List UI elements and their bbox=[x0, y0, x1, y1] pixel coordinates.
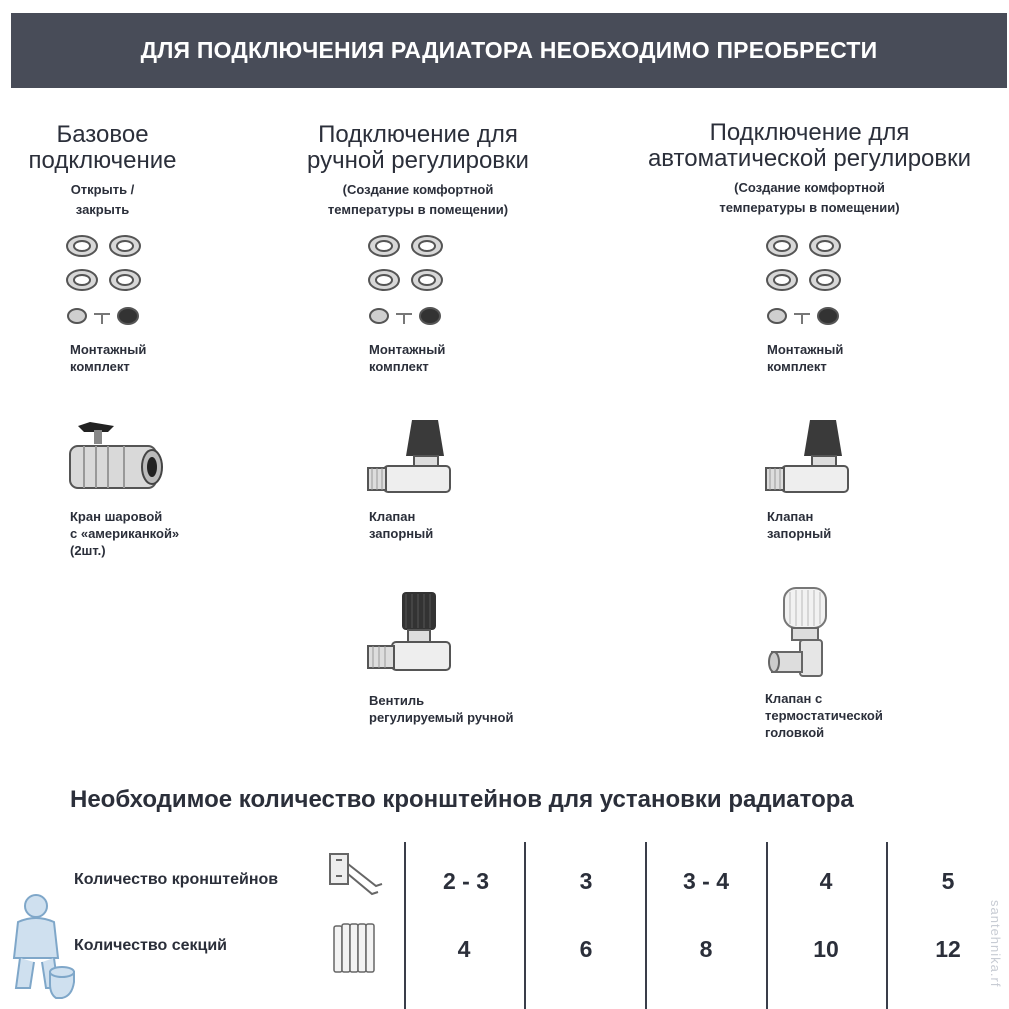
column-auto-subtitle-line2: температуры в помещении) bbox=[719, 200, 900, 215]
item-label-line: (2шт.) bbox=[70, 543, 106, 558]
item-label-line: Монтажный bbox=[70, 342, 147, 357]
item-label-line: Клапан bbox=[369, 509, 416, 524]
column-manual-title bbox=[268, 122, 568, 174]
column-divider bbox=[404, 842, 406, 1009]
sections-value-cell: 6 bbox=[579, 936, 593, 962]
item-label bbox=[70, 341, 146, 375]
column-basic-title-line1: Базовое bbox=[56, 121, 149, 148]
brackets-count-label: Количество кронштейнов bbox=[74, 871, 279, 888]
column-manual-subtitle-line1: (Создание комфортной bbox=[342, 182, 494, 197]
brackets-section-title: Необходимое количество кронштейнов для установки радиатора bbox=[70, 786, 854, 813]
item-label-line: головкой bbox=[765, 725, 825, 740]
ball-valve-icon bbox=[64, 418, 166, 503]
brackets-value-cell: 4 bbox=[819, 868, 833, 894]
sections-value-cell: 12 bbox=[935, 936, 961, 962]
column-basic-subtitle bbox=[0, 180, 205, 220]
sections-count-label: Количество секций bbox=[74, 937, 228, 954]
item-label bbox=[70, 508, 179, 559]
item-label bbox=[369, 508, 433, 542]
brackets-value-cell: 3 - 4 bbox=[682, 868, 730, 894]
item-label-line: термостатической bbox=[765, 708, 883, 723]
column-divider bbox=[524, 842, 526, 1009]
item-label-line: запорный bbox=[767, 526, 832, 541]
mounting-kit-icon bbox=[762, 234, 852, 329]
item-label bbox=[767, 341, 843, 375]
column-basic-subtitle-line2: закрыть bbox=[75, 202, 130, 217]
header-banner bbox=[11, 13, 1007, 88]
column-manual-title-line2: ручной регулировки bbox=[307, 147, 529, 174]
shutoff-valve-icon bbox=[762, 418, 852, 498]
column-basic-title bbox=[0, 122, 205, 174]
thermostatic-valve-icon bbox=[766, 586, 836, 682]
item-label-line: запорный bbox=[369, 526, 434, 541]
column-manual-subtitle bbox=[268, 180, 568, 220]
item-label-line: регулируемый ручной bbox=[369, 710, 514, 725]
item-label-line: Монтажный bbox=[369, 342, 446, 357]
item-label-line: комплект bbox=[70, 359, 130, 374]
column-divider bbox=[886, 842, 888, 1009]
column-auto-subtitle bbox=[610, 178, 1009, 218]
sections-value-cell: 10 bbox=[813, 936, 839, 962]
manual-valve-icon bbox=[364, 590, 454, 680]
radiator-icon bbox=[332, 920, 380, 976]
item-label bbox=[765, 690, 883, 741]
item-label-line: с «американкой» bbox=[70, 526, 180, 541]
mounting-kit-icon bbox=[364, 234, 454, 329]
column-basic-subtitle-line1: Открыть / bbox=[70, 182, 135, 197]
sections-value-cell: 4 bbox=[457, 936, 471, 962]
column-divider bbox=[766, 842, 768, 1009]
column-auto-title-line2: автоматической регулировки bbox=[647, 145, 972, 172]
column-auto-title-line1: Подключение для bbox=[709, 119, 910, 146]
shutoff-valve-icon bbox=[364, 418, 454, 498]
item-label bbox=[369, 341, 445, 375]
item-label-line: комплект bbox=[767, 359, 827, 374]
sections-value-cell: 8 bbox=[699, 936, 713, 962]
mounting-kit-icon bbox=[62, 234, 152, 329]
banner-title: ДЛЯ ПОДКЛЮЧЕНИЯ РАДИАТОРА НЕОБХОДИМО ПРЕОБРЕСТИ bbox=[140, 37, 878, 63]
item-label-line: Кран шаровой bbox=[70, 509, 163, 524]
plumber-mascot-icon bbox=[8, 892, 80, 1004]
item-label-line: Клапан bbox=[767, 509, 814, 524]
column-manual-title-line1: Подключение для bbox=[318, 121, 518, 148]
item-label bbox=[767, 508, 831, 542]
bracket-icon bbox=[326, 850, 386, 900]
item-label-line: комплект bbox=[369, 359, 429, 374]
column-divider bbox=[645, 842, 647, 1009]
brackets-value-cell: 2 - 3 bbox=[442, 868, 490, 894]
item-label-line: Монтажный bbox=[767, 342, 844, 357]
brackets-value-cell: 3 bbox=[579, 868, 593, 894]
item-label bbox=[369, 692, 513, 726]
column-auto-subtitle-line1: (Создание комфортной bbox=[734, 180, 885, 195]
item-label-line: Клапан с bbox=[765, 691, 823, 706]
column-manual-subtitle-line2: температуры в помещении) bbox=[327, 202, 509, 217]
brackets-value-cell: 5 bbox=[941, 868, 955, 894]
column-auto-title bbox=[610, 120, 1009, 172]
item-label-line: Вентиль bbox=[369, 693, 425, 708]
column-basic-title-line2: подключение bbox=[28, 147, 177, 174]
watermark: santehnika.rf bbox=[988, 900, 1003, 988]
